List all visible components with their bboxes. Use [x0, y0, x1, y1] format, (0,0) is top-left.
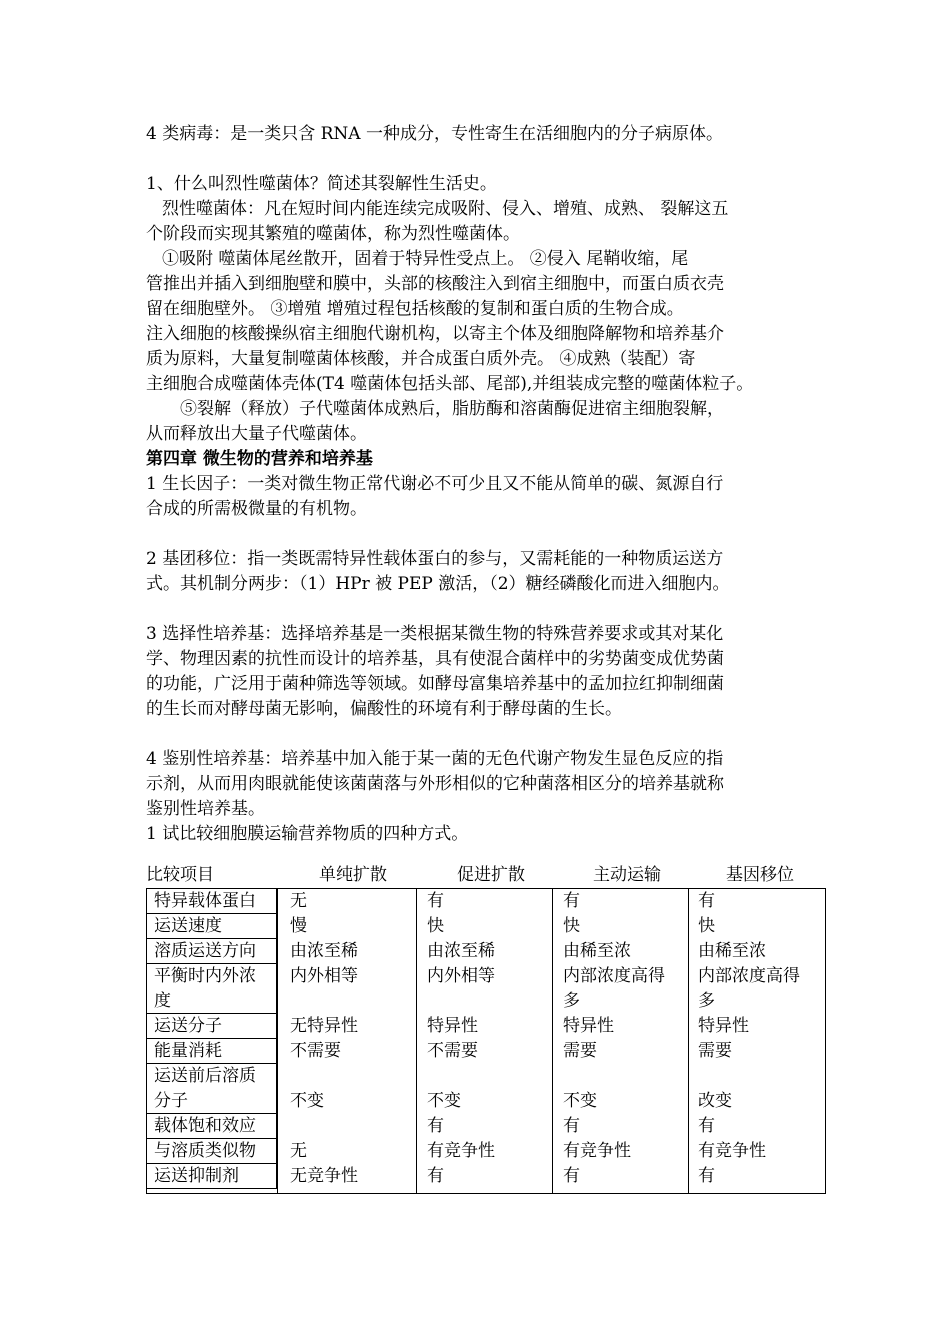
answer-line: 个阶段而实现其繁殖的噬菌体，称为烈性噬菌体。: [146, 224, 520, 244]
answer-line: ⑤裂解（释放）子代噬菌体成熟后，脂肪酶和溶菌酶促进宿主细胞裂解，: [180, 399, 724, 419]
table-header-cell: 比较项目: [146, 865, 214, 885]
answer-line: 质为原料，大量复制噬菌体核酸，并合成蛋白质外壳。 ④成熟（装配）寄: [146, 349, 696, 369]
table-cell: 由稀至浓: [563, 941, 631, 961]
paragraph-growth-factor: 1 生长因子：一类对微生物正常代谢必不可少且又不能从简单的碳、氮源自行: [146, 474, 724, 494]
answer-line: 留在细胞壁外。 ③增殖 增殖过程包括核酸的复制和蛋白质的生物合成。: [146, 299, 684, 319]
table-cell: 快: [563, 916, 580, 936]
row-label-text: 运送前后溶质: [154, 1066, 256, 1086]
table-cell: 有竞争性: [427, 1141, 495, 1161]
row-label-text: 溶质运送方向: [154, 941, 256, 961]
table-header-row: [146, 862, 826, 888]
row-label-text: 分子: [154, 1091, 188, 1111]
row-label-cell: [147, 1164, 277, 1189]
comparison-table: [146, 862, 826, 1194]
table-cell: 有: [427, 1166, 444, 1186]
table-cell: 内部浓度高得: [563, 966, 665, 986]
paragraph-selective-medium: 的生长而对酵母菌无影响，偏酸性的环境有利于酵母菌的生长。: [146, 699, 622, 719]
row-label-text: 与溶质类似物: [154, 1141, 256, 1161]
table-cell: 改变: [698, 1091, 732, 1111]
table-cell: 由稀至浓: [698, 941, 766, 961]
table-cell: 有: [563, 1116, 580, 1136]
row-label-cell: [147, 1039, 277, 1064]
row-label-cell: [147, 1139, 277, 1164]
table-cell: 无竞争性: [290, 1166, 358, 1186]
table-cell: 不变: [427, 1091, 461, 1111]
table-cell: 有: [563, 891, 580, 911]
row-label-text: 特异载体蛋白: [154, 891, 256, 911]
table-divider: [277, 889, 278, 1193]
row-label-cell: [147, 1064, 277, 1114]
row-label-cell: [147, 889, 277, 914]
table-cell: 有: [427, 891, 444, 911]
answer-line: 注入细胞的核酸操纵宿主细胞代谢机构，以寄主个体及细胞降解物和培养基介: [146, 324, 724, 344]
table-cell: 有竞争性: [698, 1141, 766, 1161]
row-label-cell: [147, 1114, 277, 1139]
row-label-cell: [147, 1014, 277, 1039]
table-divider: [416, 889, 417, 1193]
paragraph-growth-factor: 合成的所需极微量的有机物。: [146, 499, 367, 519]
table-cell: 不变: [563, 1091, 597, 1111]
answer-line: 烈性噬菌体：凡在短时间内能连续完成吸附、侵入、增殖、成熟、 裂解这五: [162, 199, 729, 219]
document-body: [146, 122, 826, 847]
table-cell: 有: [427, 1116, 444, 1136]
table-grid: [146, 888, 826, 1194]
table-cell: 特异性: [563, 1016, 614, 1036]
table-header-cell: 促进扩散: [457, 865, 525, 885]
table-cell: 有: [698, 1166, 715, 1186]
paragraph-differential-medium: 鉴别性培养基。: [146, 799, 265, 819]
table-cell: 不需要: [427, 1041, 478, 1061]
row-label-text: 度: [154, 991, 171, 1011]
paragraph-selective-medium: 的功能，广泛用于菌种筛选等领域。如酵母富集培养基中的孟加拉红抑制细菌: [146, 674, 724, 694]
table-cell: 有: [698, 1116, 715, 1136]
table-divider: [688, 889, 689, 1193]
table-header-cell: 主动运输: [593, 865, 661, 885]
paragraph-selective-medium: 学、物理因素的抗性而设计的培养基，具有使混合菌样中的劣势菌变成优势菌: [146, 649, 724, 669]
answer-line: 主细胞合成噬菌体壳体(T4 噬菌体包括头部、尾部),并组装成完整的噬菌体粒子。: [146, 374, 754, 394]
table-cell: 特异性: [698, 1016, 749, 1036]
table-header-cell: 单纯扩散: [319, 865, 387, 885]
table-cell: 特异性: [427, 1016, 478, 1036]
table-cell: 不变: [290, 1091, 324, 1111]
table-cell: 内外相等: [427, 966, 495, 986]
row-label-text: 运送分子: [154, 1016, 222, 1036]
paragraph-differential-medium: 4 鉴别性培养基：培养基中加入能于某一菌的无色代谢产物发生显色反应的指: [146, 749, 724, 769]
table-cell: 需要: [698, 1041, 732, 1061]
answer-line: 管推出并插入到细胞壁和膜中，头部的核酸注入到宿主细胞中，而蛋白质衣壳: [146, 274, 724, 294]
table-cell: 需要: [563, 1041, 597, 1061]
table-cell: 内外相等: [290, 966, 358, 986]
row-label-cell: [147, 914, 277, 939]
row-label-text: 运送抑制剂: [154, 1166, 239, 1186]
answer-line: 从而释放出大量子代噬菌体。: [146, 424, 367, 444]
row-label-text: 载体饱和效应: [154, 1116, 256, 1136]
paragraph-viroid: 4 类病毒：是一类只含 RNA 一种成分，专性寄生在活细胞内的分子病原体。: [146, 124, 723, 144]
paragraph-group-translocation: 2 基团移位：指一类既需特异性载体蛋白的参与，又需耗能的一种物质运送方: [146, 549, 724, 569]
question-transport-comparison: 1 试比较细胞膜运输营养物质的四种方式。: [146, 824, 469, 844]
row-label-text: 能量消耗: [154, 1041, 222, 1061]
chapter-heading: 第四章 微生物的营养和培养基: [146, 449, 373, 469]
table-cell: 不需要: [290, 1041, 341, 1061]
table-cell: 无: [290, 891, 307, 911]
table-cell: 快: [698, 916, 715, 936]
row-label-cell: [147, 939, 277, 964]
table-cell: 多: [698, 991, 715, 1011]
row-label-cell: [147, 964, 277, 1014]
table-cell: 由浓至稀: [427, 941, 495, 961]
row-label-text: 运送速度: [154, 916, 222, 936]
table-cell: 慢: [290, 916, 307, 936]
table-cell: 无: [290, 1141, 307, 1161]
answer-line: ①吸附 噬菌体尾丝散开，固着于特异性受点上。 ②侵入 尾鞘收缩，尾: [162, 249, 689, 269]
table-cell: 多: [563, 991, 580, 1011]
paragraph-differential-medium: 示剂，从而用肉眼就能使该菌菌落与外形相似的它种菌落相区分的培养基就称: [146, 774, 724, 794]
question-virulent-phage: 1、什么叫烈性噬菌体？简述其裂解性生活史。: [146, 174, 497, 194]
table-cell: 无特异性: [290, 1016, 358, 1036]
table-divider: [552, 889, 553, 1193]
row-label-text: 平衡时内外浓: [154, 966, 256, 986]
table-header-cell: 基因移位: [726, 865, 794, 885]
table-cell: 快: [427, 916, 444, 936]
table-cell: 由浓至稀: [290, 941, 358, 961]
paragraph-group-translocation: 式。其机制分两步：（1）HPr 被 PEP 激活，（2）糖经磷酸化而进入细胞内。: [146, 574, 730, 594]
table-cell: 有: [698, 891, 715, 911]
table-cell: 有竞争性: [563, 1141, 631, 1161]
table-cell: 内部浓度高得: [698, 966, 800, 986]
paragraph-selective-medium: 3 选择性培养基：选择培养基是一类根据某微生物的特殊营养要求或其对某化: [146, 624, 724, 644]
table-cell: 有: [563, 1166, 580, 1186]
